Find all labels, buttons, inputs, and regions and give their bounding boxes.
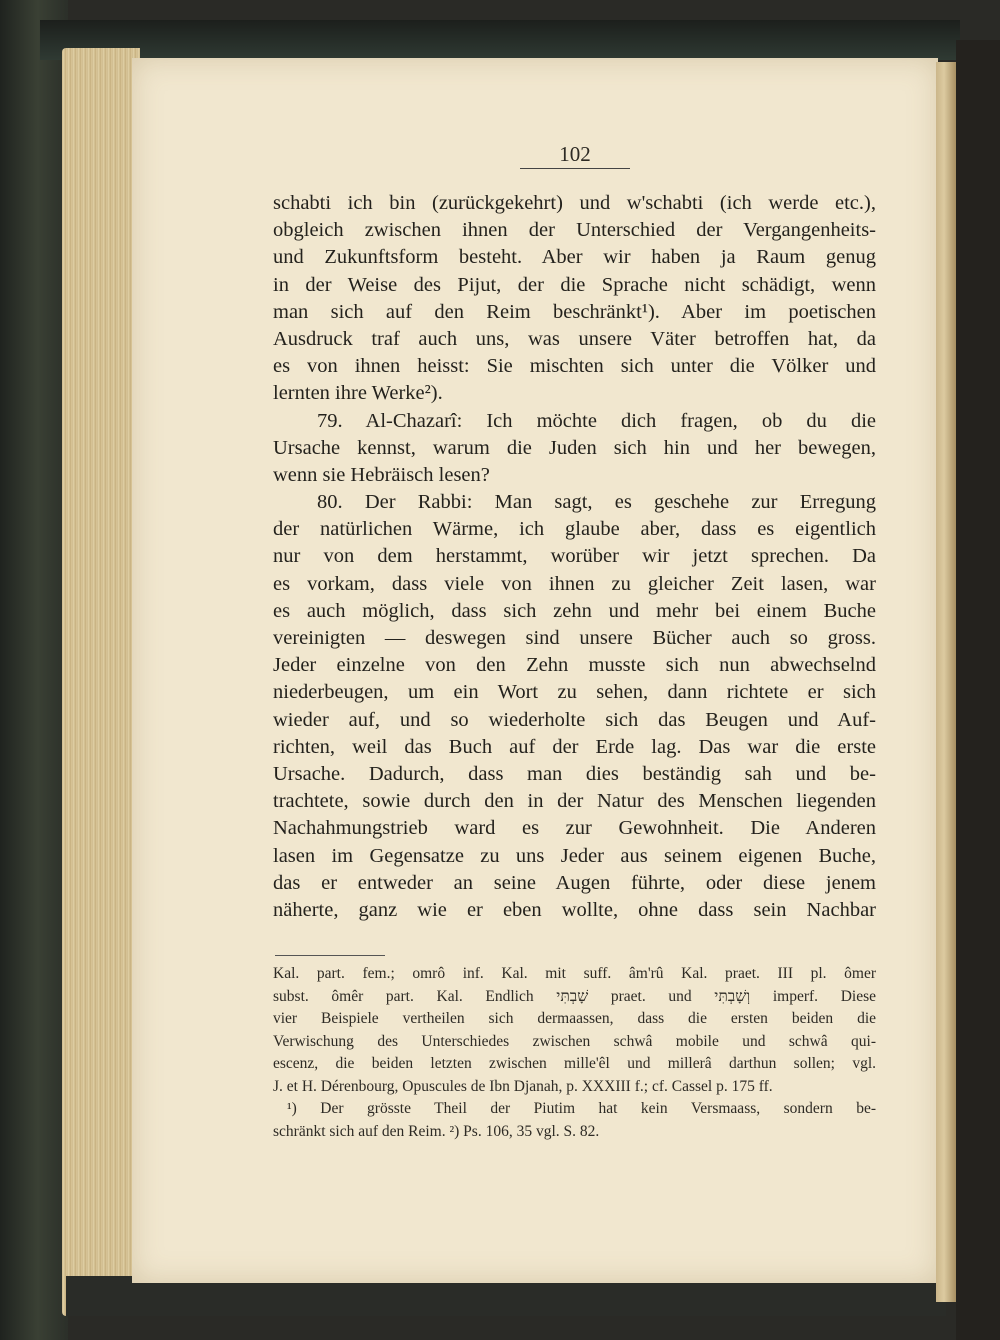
- text-line: trachtete, sowie durch den in der Natur des Menschen liegenden: [273, 790, 876, 813]
- text-line: obgleich zwischen ihnen der Unterschied der Vergangenheits-: [273, 219, 876, 242]
- text-line: in der Weise des Pijut, der die Sprache nicht schädigt, wenn: [273, 273, 876, 296]
- page-edges-right: [936, 62, 956, 1302]
- text-line: niederbeugen, um ein Wort zu sehen, dann richtete er sich: [273, 681, 876, 704]
- page-number-rule: [520, 168, 630, 169]
- footnote-line: Kal. part. fem.; omrô inf. Kal. mit suff. âm'rû Kal. praet. III pl. ômer: [273, 965, 876, 982]
- text-line: Ursache. Dadurch, dass man dies beständig sah und be-: [273, 762, 876, 785]
- text-line: Ursache kennst, warum die Juden sich hin und her bewegen,: [273, 436, 876, 459]
- book-cover-left: [0, 0, 68, 1340]
- main-text: [273, 190, 876, 924]
- text-line: es vorkam, dass viele von ihnen zu gleicher Zeit lasen, war: [273, 572, 876, 595]
- footnote-line: Verwischung des Unterschiedes zwischen schwâ mobile und schwâ qui-: [273, 1032, 876, 1050]
- footnote-line: escenz, die beiden letzten zwischen mille'êl und millerâ darthun sollen; vgl.: [273, 1055, 876, 1072]
- text-line: es von ihnen heisst: Sie mischten sich unter die Völker und: [273, 355, 876, 378]
- text-line: schabti ich bin (zurückgekehrt) und w'schabti (ich werde etc.),: [273, 192, 876, 214]
- page-edges-left: [62, 48, 140, 1316]
- footnote-line: J. et H. Dérenbourg, Opuscules de Ibn Djanah, p. XXXIII f.; cf. Cassel p. 175 ff.: [273, 1077, 773, 1095]
- text-line: richten, weil das Buch auf der Erde lag. Das war die erste: [273, 735, 876, 758]
- text-line: der natürlichen Wärme, ich glaube aber, dass es eigentlich: [273, 518, 876, 541]
- text-line: es auch möglich, dass sich zehn und mehr bei einem Buche: [273, 599, 876, 622]
- text-line: und Zukunftsform besteht. Aber wir haben ja Raum genug: [273, 246, 876, 269]
- footnote-rule: [275, 955, 385, 956]
- footnote-line: subst. ômêr part. Kal. Endlich שָׁבְתִּי praet. und וְשָׁבְתִּי imperf. Diese: [273, 987, 876, 1005]
- text-line: Ausdruck traf auch uns, was unsere Väter betroffen hat, da: [273, 327, 876, 350]
- footnote-1: ¹) Der grösste Theil der Piutim hat kein Versmaass, sondern be-: [287, 1100, 876, 1117]
- footnote-2: schränkt sich auf den Reim. ²) Ps. 106, 35 vgl. S. 82.: [273, 1122, 600, 1140]
- text-line: lasen im Gegensatze zu uns Jeder aus seinem eigenen Buche,: [273, 844, 876, 867]
- text-line: Nachahmungstrieb ward es zur Gewohnheit. Die Anderen: [273, 817, 876, 840]
- footnote-line: vier Beispiele vertheilen sich dermaassen, dass die ersten beiden die: [273, 1010, 876, 1027]
- text-line: das er entweder an seine Augen führte, oder diese jenem: [273, 871, 876, 894]
- text-line: Jeder einzelne von den Zehn musste sich nun abwechselnd: [273, 654, 876, 677]
- text-line: wenn sie Hebräisch lesen?: [273, 463, 490, 486]
- text-line: wieder auf, und so wiederholte sich das Beugen und Auf-: [273, 708, 876, 731]
- paragraph-80: 80. Der Rabbi: Man sagt, es geschehe zur Erregung: [317, 491, 876, 514]
- text-line: lernten ihre Werke²).: [273, 382, 443, 405]
- text-line: näherte, ganz wie er eben wollte, ohne dass sein Nachbar: [273, 898, 876, 921]
- page-number: 102: [559, 142, 591, 166]
- book-cover-top: [40, 20, 960, 60]
- background-right: [956, 40, 1000, 1340]
- footnotes: [273, 963, 876, 1143]
- paragraph-79: 79. Al-Chazarî: Ich möchte dich fragen, ob du die: [317, 409, 876, 432]
- text-line: nur von dem herstammt, worüber wir jetzt sprechen. Da: [273, 545, 876, 568]
- text-line: man sich auf den Reim beschränkt¹). Aber im poetischen: [273, 300, 876, 323]
- text-line: vereinigten — deswegen sind unsere Bücher auch so gross.: [273, 627, 876, 649]
